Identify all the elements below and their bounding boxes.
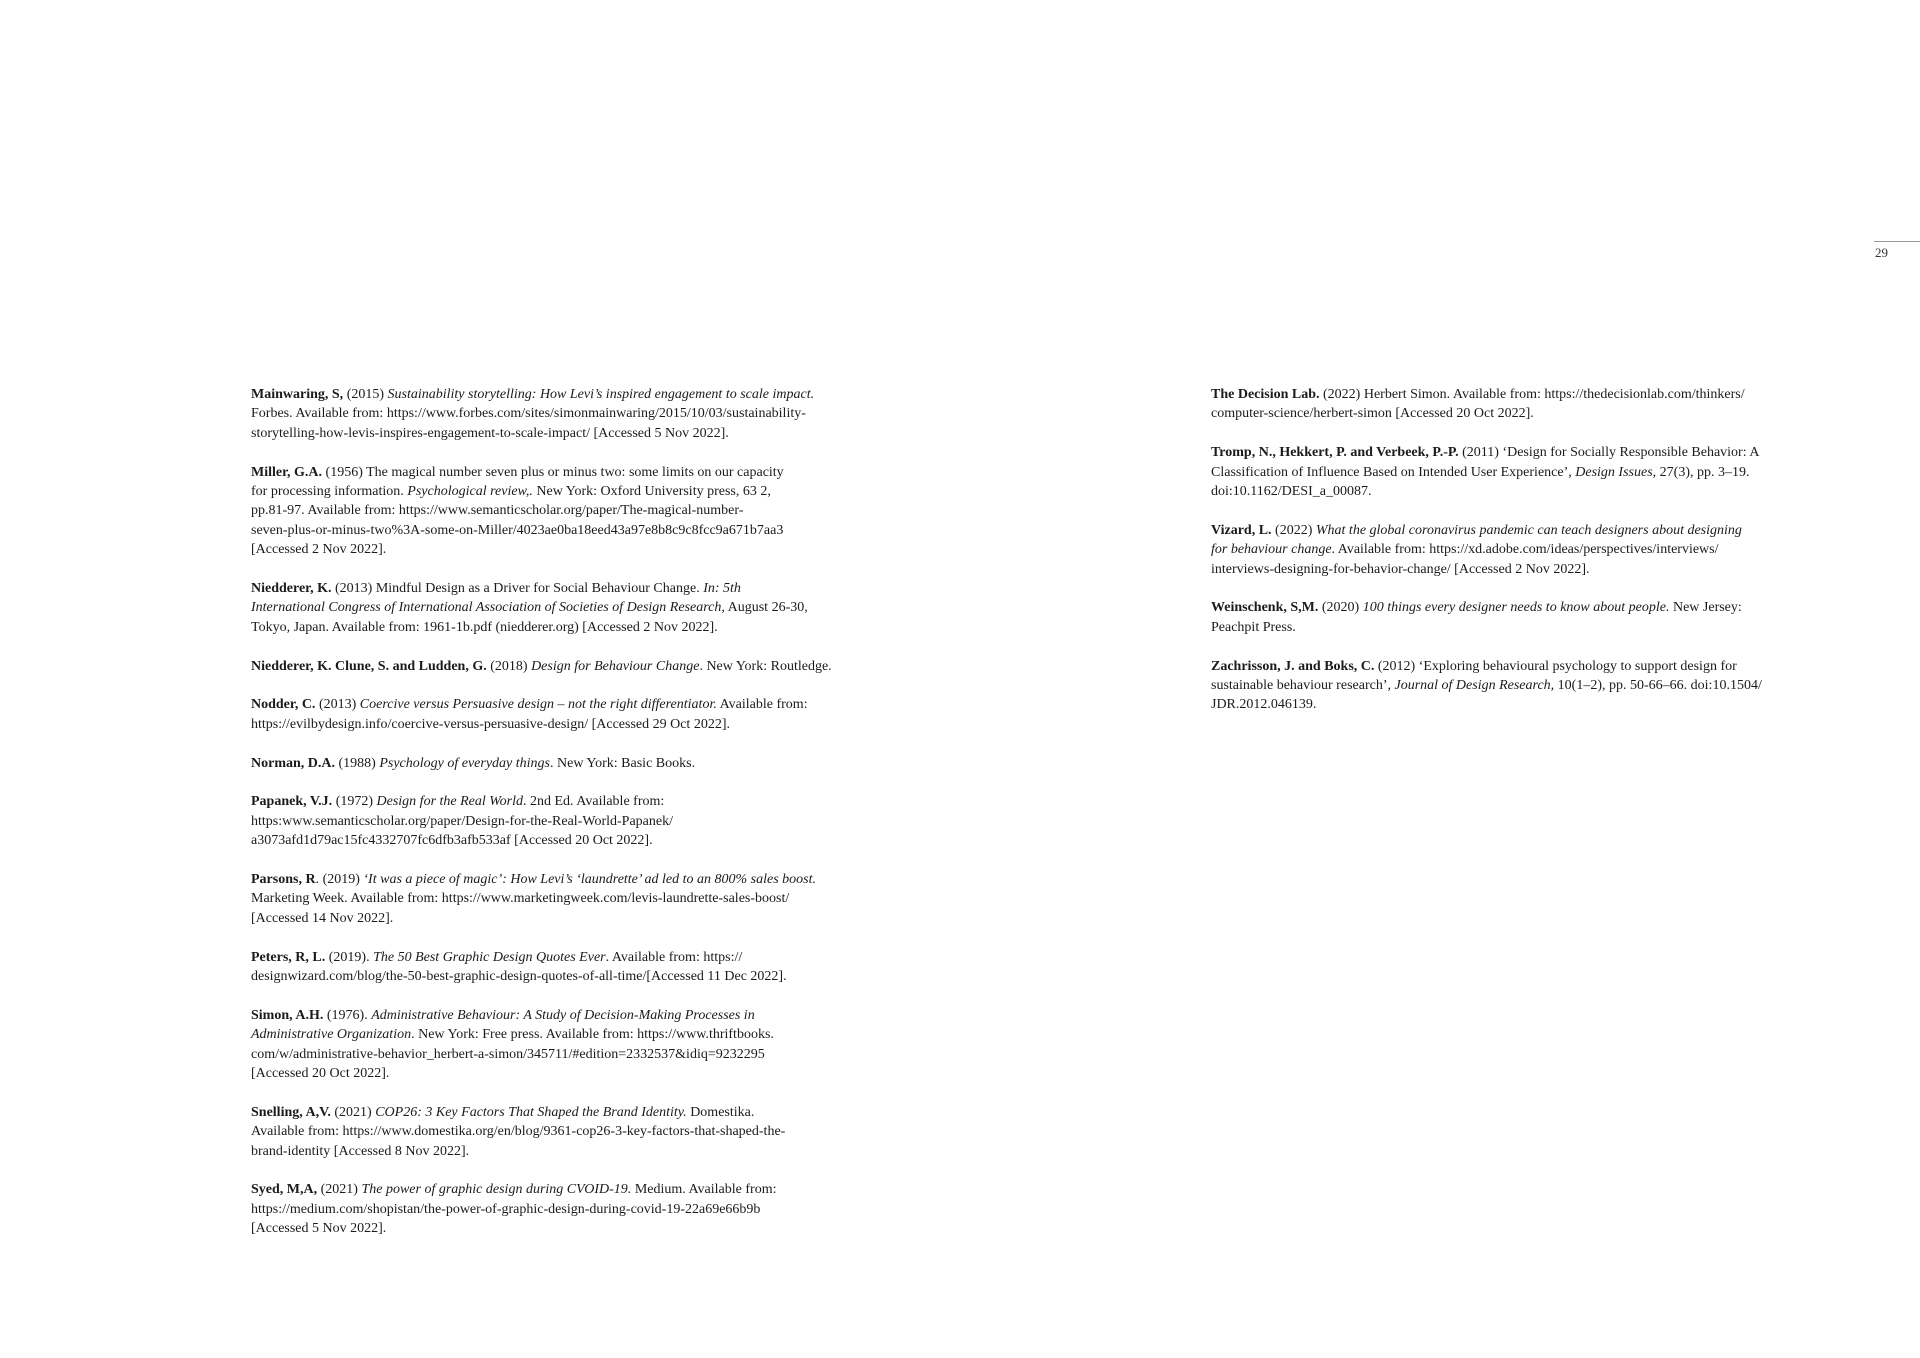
reference-entry	[1211, 657, 1851, 715]
reference-text: . New York: Basic Books.	[550, 755, 696, 771]
reference-text: [Accessed 2 Nov 2022].	[251, 542, 387, 558]
reference-title: 100 things every designer needs to know about people.	[1362, 600, 1670, 616]
reference-text: Tokyo, Japan. Available from: 1961-1b.pdf (niedderer.org) [Accessed 2 Nov 2022].	[251, 619, 718, 635]
reference-text: doi:10.1162/DESI_a_00087.	[1211, 484, 1372, 500]
reference-title: ‘It was a piece of magic’: How Levi’s ‘laundrette’ ad led to an 800% sales boost.	[363, 872, 816, 888]
reference-text: (2013) Mindful Design as a Driver for Social Behaviour Change.	[331, 581, 704, 597]
reference-author: Weinschenk, S,M.	[1211, 600, 1319, 616]
reference-entry	[1211, 521, 1851, 579]
reference-author: Mainwaring, S,	[251, 387, 344, 402]
reference-author: Zachrisson, J. and Boks, C.	[1211, 658, 1375, 674]
reference-author: Miller, G.A.	[251, 464, 323, 480]
reference-text: storytelling-how-levis-inspires-engagement-to-scale-impact/ [Accessed 5 Nov 2022].	[251, 425, 729, 441]
reference-text: (1976).	[323, 1007, 372, 1023]
reference-text: Medium. Available from:	[631, 1182, 777, 1198]
references-right-column	[1211, 385, 1851, 734]
reference-text: (2013)	[315, 697, 360, 713]
reference-author: Parsons, R	[251, 872, 316, 888]
reference-text: com/w/administrative-behavior_herbert-a-simon/345711/#edition=2332537&idiq=9232295	[251, 1046, 765, 1062]
reference-author: Peters, R, L.	[251, 949, 326, 965]
reference-text: New Jersey:	[1669, 600, 1742, 616]
reference-author: Syed, M,A,	[251, 1182, 318, 1198]
reference-title: The power of graphic design during CVOID-19.	[361, 1182, 632, 1198]
reference-text: (2015)	[343, 387, 388, 402]
reference-entry	[251, 463, 891, 560]
reference-text: (1988)	[335, 755, 380, 771]
reference-entry	[1211, 443, 1851, 501]
reference-text: Available from:	[716, 697, 808, 713]
reference-text: (1972)	[332, 794, 377, 810]
reference-text: (2022) Herbert Simon. Available from: https://thedecisionlab.com/thinkers/	[1319, 387, 1745, 402]
reference-text: seven-plus-or-minus-two%3A-some-on-Miller/4023ae0ba18eed43a97e8b8c9c8fcc9a671b7aa3	[251, 522, 784, 538]
reference-author: Nodder, C.	[251, 697, 316, 713]
reference-entry	[251, 1103, 891, 1161]
reference-text: 10(1–2), pp. 50-66–66. doi:10.1504/	[1554, 678, 1762, 694]
reference-text: https:www.semanticscholar.org/paper/Design-for-the-Real-World-Papanek/	[251, 813, 673, 829]
reference-text: Peachpit Press.	[1211, 619, 1296, 635]
reference-entry	[251, 385, 891, 443]
reference-text: JDR.2012.046139.	[1211, 697, 1317, 713]
reference-text: Marketing Week. Available from: https://www.marketingweek.com/levis-laundrette-sales-boost/	[251, 891, 790, 907]
reference-text: , 27(3), pp. 3–19.	[1652, 464, 1750, 480]
reference-text: a3073afd1d79ac15fc4332707fc6dfb3afb533af [Accessed 20 Oct 2022].	[251, 833, 653, 849]
reference-text: pp.81-97. Available from: https://www.semanticscholar.org/paper/The-magical-number-	[251, 503, 744, 519]
reference-entry	[251, 579, 891, 637]
reference-text: for processing information.	[251, 484, 408, 500]
reference-text: designwizard.com/blog/the-50-best-graphic-design-quotes-of-all-time/[Accessed 11 Dec 2022].	[251, 969, 787, 985]
reference-author: Snelling, A,V.	[251, 1104, 331, 1120]
reference-entry	[1211, 385, 1851, 424]
reference-text: (2011) ‘Design for Socially Responsible Behavior: A	[1458, 445, 1760, 461]
reference-entry	[251, 870, 891, 928]
reference-text: [Accessed 20 Oct 2022].	[251, 1066, 390, 1082]
reference-entry	[251, 792, 891, 850]
references-left-column	[251, 385, 891, 1258]
reference-author: Niedderer, K. Clune, S. and Ludden, G.	[251, 658, 487, 674]
reference-text: (2022)	[1271, 522, 1316, 538]
reference-title: Sustainability storytelling: How Levi’s inspired engagement to scale impact.	[387, 387, 815, 402]
reference-title: Administrative Organization	[251, 1027, 412, 1043]
reference-author: Norman, D.A.	[251, 755, 335, 771]
reference-text: https://medium.com/shopistan/the-power-of-graphic-design-during-covid-19-22a69e66b9b	[251, 1201, 761, 1217]
reference-text: brand-identity [Accessed 8 Nov 2022].	[251, 1143, 470, 1159]
reference-title: The 50 Best Graphic Design Quotes Ever	[373, 949, 606, 965]
reference-author: Niedderer, K.	[251, 581, 332, 597]
reference-text: [Accessed 14 Nov 2022].	[251, 910, 394, 926]
reference-text: Domestika.	[686, 1104, 755, 1120]
reference-title: International Congress of International Association of Societies of Design Research,	[251, 600, 725, 616]
reference-text: New York: Oxford University press, 63 2,	[532, 484, 771, 500]
reference-title: Design for the Real World	[376, 794, 523, 810]
reference-text: (2018)	[486, 658, 532, 674]
reference-title: Administrative Behaviour: A Study of Decision-Making Processes in	[371, 1007, 755, 1023]
reference-text: (1956) The magical number seven plus or minus two: some limits on our capacity	[322, 464, 784, 480]
reference-text: Forbes. Available from: https://www.forbes.com/sites/simonmainwaring/2015/10/03/sustainability-	[251, 406, 806, 422]
reference-title: Coercive versus Persuasive design – not the right differentiator.	[359, 697, 717, 713]
reference-entry	[251, 657, 891, 676]
reference-title: Design Issues	[1575, 464, 1653, 480]
reference-title: What the global coronavirus pandemic can teach designers about designing	[1315, 522, 1742, 538]
reference-text: . 2nd Ed. Available from:	[523, 794, 665, 810]
reference-text: https://evilbydesign.info/coercive-versus-persuasive-design/ [Accessed 29 Oct 2022].	[251, 716, 730, 732]
page-number-rule	[1874, 241, 1920, 242]
reference-text: [Accessed 5 Nov 2022].	[251, 1221, 387, 1237]
reference-entry	[251, 754, 891, 773]
reference-title: In: 5th	[703, 581, 741, 597]
reference-entry	[251, 1180, 891, 1238]
reference-author: Papanek, V.J.	[251, 794, 333, 810]
reference-title: Psychological review,.	[407, 484, 533, 500]
reference-text: computer-science/herbert-simon [Accessed 20 Oct 2022].	[1211, 406, 1534, 422]
reference-text: . New York: Free press. Available from: https://www.thriftbooks.	[411, 1027, 774, 1043]
reference-text: (2021)	[330, 1104, 376, 1120]
reference-title: Psychology of everyday things	[379, 755, 550, 771]
reference-text: (2012) ‘Exploring behavioural psychology to support design for	[1374, 658, 1737, 674]
reference-author: The Decision Lab.	[1211, 387, 1320, 402]
reference-entry	[1211, 598, 1851, 637]
reference-text: sustainable behaviour research’,	[1211, 678, 1395, 694]
reference-entry	[251, 695, 891, 734]
reference-title: COP26: 3 Key Factors That Shaped the Brand Identity.	[375, 1104, 687, 1120]
reference-author: Simon, A.H.	[251, 1007, 324, 1023]
reference-title: for behaviour change	[1211, 542, 1332, 558]
reference-text: interviews-designing-for-behavior-change/ [Accessed 2 Nov 2022].	[1211, 561, 1590, 577]
reference-author: Tromp, N., Hekkert, P. and Verbeek, P.-P.	[1211, 445, 1459, 461]
reference-title: Journal of Design Research,	[1394, 678, 1555, 694]
reference-title: Design for Behaviour Change	[531, 658, 700, 674]
page-number: 29	[1875, 245, 1888, 260]
reference-text: (2020)	[1318, 600, 1363, 616]
reference-text: Classification of Influence Based on Intended User Experience’,	[1211, 464, 1576, 480]
reference-text: . New York: Routledge.	[699, 658, 832, 674]
reference-text: Available from: https://www.domestika.org/en/blog/9361-cop26-3-key-factors-that-shaped-the-	[251, 1124, 786, 1140]
reference-text: . (2019)	[315, 872, 364, 888]
reference-text: . Available from: https://	[605, 949, 743, 965]
reference-author: Vizard, L.	[1211, 522, 1272, 538]
reference-text: . Available from: https://xd.adobe.com/ideas/perspectives/interviews/	[1331, 542, 1719, 558]
reference-text: August 26-30,	[724, 600, 808, 616]
reference-entry	[251, 1006, 891, 1084]
reference-text: (2019).	[325, 949, 374, 965]
reference-text: (2021)	[317, 1182, 362, 1198]
reference-entry	[251, 948, 891, 987]
